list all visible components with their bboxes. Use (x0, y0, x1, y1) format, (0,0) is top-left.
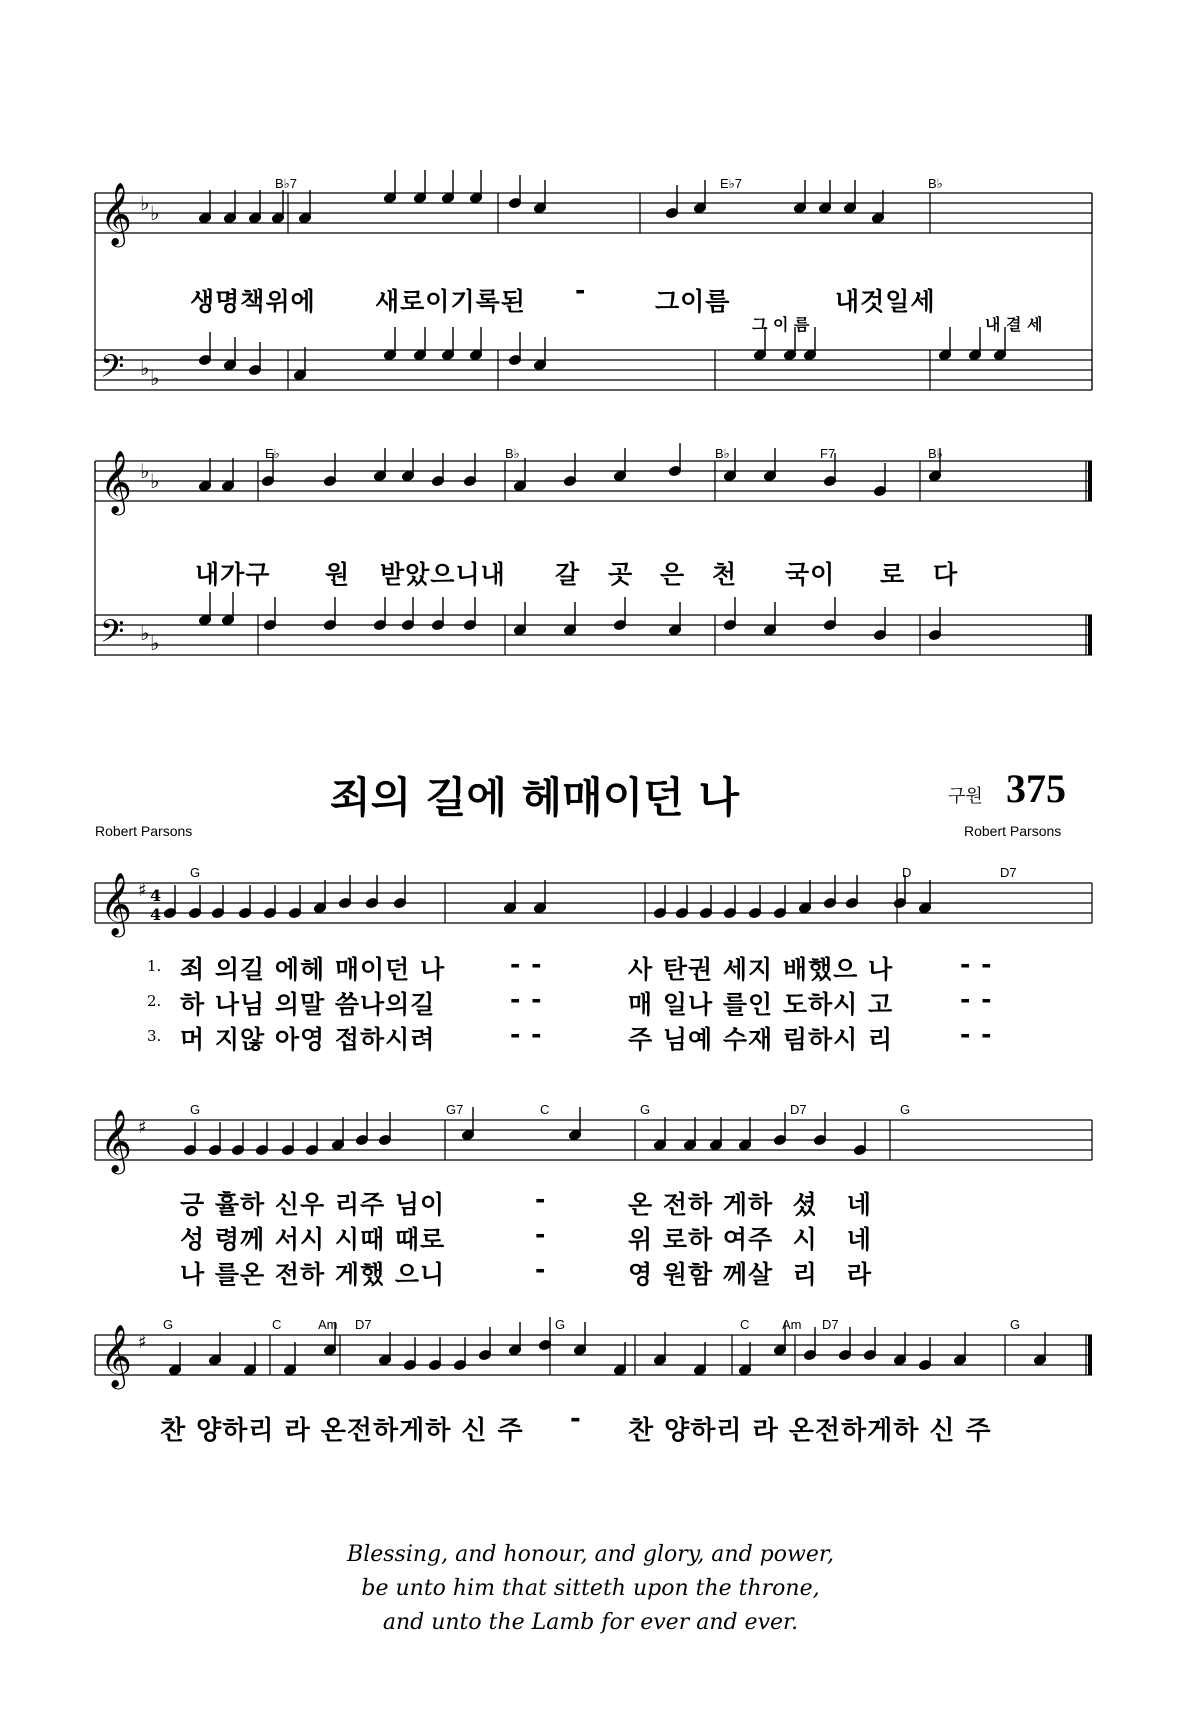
chord: D7 (355, 1317, 372, 1332)
chord: Am (318, 1317, 338, 1332)
chord: E♭ (265, 446, 280, 461)
lyric: 다 (933, 560, 959, 589)
verse-lyric: - - (960, 985, 993, 1014)
svg-text:♯: ♯ (138, 1117, 147, 1138)
chord: B♭ (928, 176, 943, 191)
svg-text:♯: ♯ (138, 1332, 147, 1353)
verse-lyric: 나 를온 전하 게했 으니 (180, 1260, 446, 1289)
verse-lyric: 긍 휼하 신우 리주 님이 (180, 1190, 446, 1219)
lyric: 국이 (785, 560, 836, 589)
grand-staff-brace (0, 456, 1181, 676)
svg-text:4: 4 (150, 886, 162, 905)
treble-clef-icon: 𝄞 (100, 1109, 132, 1172)
verse-lyric: 사 탄권 세지 배했으 나 (628, 955, 894, 984)
treble-clef-icon: 𝄞 (100, 182, 132, 245)
composer-credit: Robert Parsons (964, 823, 1062, 839)
svg-text:4: 4 (150, 905, 162, 924)
verse-lyric: 성 령께 서시 시때 때로 (180, 1225, 446, 1254)
chord: G (555, 1317, 566, 1332)
lyric: 원 (325, 560, 351, 589)
composer-credit: Robert Parsons (95, 823, 193, 839)
chord: B♭7 (275, 176, 298, 191)
hymn-number: 375 (1006, 766, 1066, 811)
svg-text:♭: ♭ (140, 356, 150, 380)
chord: G (900, 1102, 911, 1117)
chord: E♭7 (720, 176, 743, 191)
lyric: 은 (660, 560, 686, 589)
hymn-title: 죄의 길에 헤매이던 나 (330, 773, 740, 822)
svg-text:♭: ♭ (150, 201, 160, 225)
chord: B♭ (715, 446, 730, 461)
verse-lyric: 위 로하 여주 시 네 (628, 1225, 872, 1254)
chord: B♭ (928, 446, 943, 461)
treble-clef-icon: 𝄞 (100, 450, 132, 513)
chord: G (190, 865, 201, 880)
verse-lyric: 죄 의길 에헤 매이던 나 (180, 955, 446, 984)
verse-lyric: 머 지않 아영 접하시려 (180, 1025, 436, 1054)
lyric: 갈 (555, 560, 581, 589)
grand-staff-brace (0, 188, 1181, 408)
scripture-line: and unto the Lamb for ever and ever. (382, 1610, 799, 1635)
bass-clef-icon: 𝄢 (100, 613, 125, 657)
refrain-lyric: 찬 양하리 라 온전하게하 신 주 (160, 1416, 524, 1446)
chord: C (740, 1317, 750, 1332)
verse-lyric: 주 님예 수재 림하시 리 (628, 1025, 894, 1054)
svg-text:♭: ♭ (140, 621, 150, 645)
chord: B♭ (505, 446, 520, 461)
verse-lyric: - - (510, 985, 543, 1014)
lyric-alt: 내 결 세 (985, 315, 1043, 334)
lyric: 내가구 (195, 560, 271, 589)
chord: D (902, 865, 912, 880)
chord: F7 (820, 446, 836, 461)
verse-lyric: 영 원함 께살 리 라 (628, 1260, 872, 1289)
chord: G (1010, 1317, 1021, 1332)
verse-number: 1. (147, 957, 162, 975)
svg-text:♭: ♭ (150, 366, 160, 390)
verse-lyric: - (535, 1185, 547, 1214)
verse-lyric: - (535, 1220, 547, 1249)
svg-text:♯: ♯ (138, 880, 147, 901)
refrain-lyric: 찬 양하리 라 온전하게하 신 주 (628, 1416, 992, 1446)
lyric: 생명책위에 (190, 287, 316, 316)
verse-number: 3. (147, 1027, 162, 1045)
lyric: 새로이기록된 (375, 287, 526, 316)
scripture-line: be unto him that sitteth upon the throne, (361, 1576, 820, 1601)
lyric: 받았으니내 (380, 560, 506, 589)
scripture-line: Blessing, and honour, and glory, and power, (347, 1542, 834, 1567)
chord: C (272, 1317, 282, 1332)
hymn-category: 구원 (948, 786, 983, 807)
lyric: 내것일세 (835, 287, 936, 316)
chord: Am (782, 1317, 802, 1332)
verse-lyric: - - (960, 950, 993, 979)
treble-clef-icon: 𝄞 (100, 1324, 132, 1387)
chord: C (540, 1102, 550, 1117)
lyric: 천 (712, 560, 738, 589)
verse-number: 2. (147, 992, 162, 1010)
chord: G (190, 1102, 201, 1117)
lyric: 로 (880, 560, 906, 589)
svg-text:♭: ♭ (140, 191, 150, 215)
lyric: 곳 (608, 560, 634, 589)
verse-lyric: 온 전하 게하 셨 네 (628, 1190, 872, 1219)
lyric-alt: 그 이 름 (752, 315, 810, 334)
bass-clef-icon: 𝄢 (100, 348, 125, 392)
svg-text:♭: ♭ (140, 459, 150, 483)
verse-lyric: 매 일나 를인 도하시 고 (628, 990, 894, 1019)
svg-text:♭: ♭ (150, 631, 160, 655)
verse-lyric: - (535, 1255, 547, 1284)
chord: D7 (1000, 865, 1017, 880)
refrain-lyric: - (570, 1404, 582, 1434)
lyric: 그이름 (655, 287, 731, 316)
chord: D7 (790, 1102, 807, 1117)
chord: D7 (822, 1317, 839, 1332)
verse-lyric: - - (960, 1020, 993, 1049)
verse-lyric: - - (510, 1020, 543, 1049)
verse-lyric: 하 나님 의말 씀나의길 (180, 990, 436, 1019)
chord: G7 (446, 1102, 464, 1117)
treble-clef-icon: 𝄞 (100, 872, 132, 935)
chord: G (163, 1317, 174, 1332)
chord: G (640, 1102, 651, 1117)
svg-text:♭: ♭ (150, 469, 160, 493)
verse-lyric: - - (510, 950, 543, 979)
lyric: - (575, 276, 587, 305)
